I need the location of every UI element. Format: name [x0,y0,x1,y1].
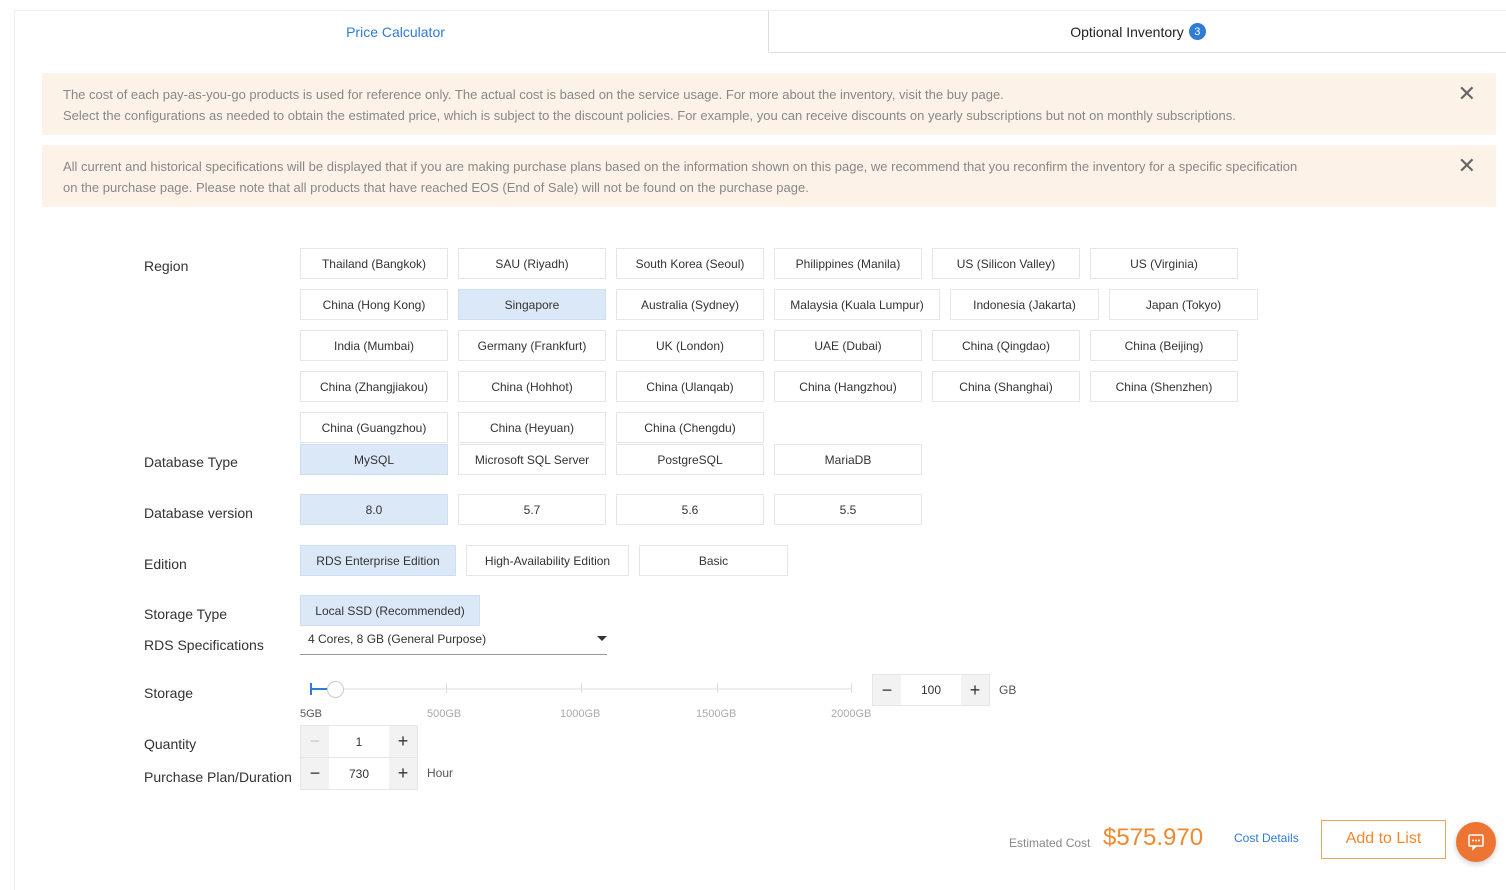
rds-spec-select[interactable] [300,628,607,655]
pricing-notice [42,73,1496,135]
db-version-label: Database version [144,505,253,521]
region-option[interactable]: SAU (Riyadh) [458,248,606,279]
region-option[interactable]: China (Hangzhou) [774,371,922,402]
storage-local-ssd[interactable]: Local SSD (Recommended) [300,595,480,626]
region-option[interactable]: Singapore [458,289,606,320]
region-option[interactable]: China (Shenzhen) [1090,371,1238,402]
region-option[interactable]: Germany (Frankfurt) [458,330,606,361]
version-5-5[interactable]: 5.5 [774,494,922,525]
region-label: Region [144,258,189,274]
purchase-plan-label: Purchase Plan/Duration [144,769,292,785]
notice-text: on the purchase page. Please note that all products that have reached EOS (End of Sale) will not be found on the purchase page. [63,180,809,195]
tab-label: Optional Inventory [1070,23,1184,40]
edition-high-availability[interactable]: High-Availability Edition [466,545,629,576]
chat-icon [1467,833,1485,851]
version-5-6[interactable]: 5.6 [616,494,764,525]
estimated-cost-label: Estimated Cost [1009,836,1091,850]
db-version-options [300,494,922,525]
storage-stepper [872,674,990,706]
tick-label: 1000GB [560,708,601,720]
tick-label: 5GB [300,708,323,720]
plus-icon[interactable]: + [961,675,989,705]
region-row [300,289,1258,320]
duration-stepper [300,757,418,790]
cost-details-link[interactable]: Cost Details [1234,831,1299,845]
plus-icon[interactable]: + [389,758,417,789]
region-option[interactable]: China (Hohhot) [458,371,606,402]
region-option[interactable]: China (Ulanqab) [616,371,764,402]
region-option[interactable]: Thailand (Bangkok) [300,248,448,279]
region-row [300,412,764,443]
duration-input[interactable]: 730 [348,766,370,781]
duration-unit: Hour [427,766,454,780]
region-option[interactable]: UK (London) [616,330,764,361]
storage-input[interactable]: 100 [920,683,942,697]
caret-down-icon [597,636,607,641]
tick-label: 2000GB [831,708,872,720]
region-option[interactable]: India (Mumbai) [300,330,448,361]
version-8-0[interactable]: 8.0 [300,494,448,525]
slider-tick [851,683,852,693]
region-option[interactable]: US (Silicon Valley) [932,248,1080,279]
storage-type-label: Storage Type [144,606,228,622]
minus-icon[interactable]: − [301,726,329,757]
close-icon[interactable]: ✕ [1457,153,1476,178]
region-option[interactable]: Indonesia (Jakarta) [950,289,1099,320]
db-type-mariadb[interactable]: MariaDB [774,444,922,475]
storage-unit: GB [999,683,1017,697]
edition-enterprise[interactable]: RDS Enterprise Edition [300,545,456,576]
tab-label: Price Calculator [346,24,445,40]
edition-options [300,545,788,576]
notice-text: Select the configurations as needed to obtain the estimated price, which is subject to the discount policies. For example, you can receive discounts on yearly subscriptions but not on monthly subscriptions. [63,108,1236,123]
storage-label: Storage [144,685,194,701]
chat-button[interactable] [1456,822,1496,862]
tick-label: 500GB [427,708,462,720]
region-option[interactable]: China (Hong Kong) [300,289,448,320]
tab-price-calculator[interactable] [23,11,769,53]
close-icon[interactable]: ✕ [1457,81,1476,106]
region-option[interactable]: China (Guangzhou) [300,412,448,443]
estimated-price: $575.970 [1103,824,1204,851]
region-option[interactable]: China (Beijing) [1090,330,1238,361]
quantity-input[interactable]: 1 [355,734,363,749]
region-row [300,330,1238,361]
region-option[interactable]: Australia (Sydney) [616,289,764,320]
region-option[interactable]: UAE (Dubai) [774,330,922,361]
db-type-label: Database Type [144,454,238,470]
inventory-count-badge: 3 [1189,23,1206,40]
storage-slider-fill [310,688,328,690]
notice-text: The cost of each pay-as-you-go products is used for reference only. The actual cost is based on the service usage. For more about the inventory, visit the buy page. [63,87,1004,102]
db-type-postgresql[interactable]: PostgreSQL [616,444,764,475]
add-to-list-button[interactable]: Add to List [1321,820,1446,859]
tab-optional-inventory[interactable] [770,11,1506,53]
region-row [300,371,1238,402]
region-option[interactable]: Japan (Tokyo) [1109,289,1258,320]
version-5-7[interactable]: 5.7 [458,494,606,525]
slider-tick [446,683,447,693]
quantity-label: Quantity [144,736,197,752]
rds-spec-label: RDS Specifications [144,637,264,653]
region-option[interactable]: South Korea (Seoul) [616,248,764,279]
region-option[interactable]: Philippines (Manila) [774,248,922,279]
minus-icon[interactable]: − [873,675,901,705]
region-option[interactable]: US (Virginia) [1090,248,1238,279]
edition-label: Edition [144,556,187,572]
region-option[interactable]: China (Heyuan) [458,412,606,443]
rds-spec-value: 4 Cores, 8 GB (General Purpose) [308,632,487,646]
storage-slider-handle[interactable] [327,681,344,698]
storage-type-options [300,595,480,626]
minus-icon[interactable]: − [301,758,329,789]
notice-text: All current and historical specifications will be displayed that if you are making purchase plans based on the information shown on this page, we recommend that you reconfirm the inventory for a specific specification [63,159,1298,174]
region-option[interactable]: China (Zhangjiakou) [300,371,448,402]
db-type-mysql[interactable]: MySQL [300,444,448,475]
region-option[interactable]: China (Qingdao) [932,330,1080,361]
region-option[interactable]: Malaysia (Kuala Lumpur) [774,289,940,320]
tick-label: 1500GB [696,708,737,720]
slider-tick [581,683,582,693]
region-option[interactable]: China (Shanghai) [932,371,1080,402]
quantity-stepper [300,725,418,758]
region-option[interactable]: China (Chengdu) [616,412,764,443]
edition-basic[interactable]: Basic [639,545,788,576]
db-type-sql-server[interactable]: Microsoft SQL Server [458,444,606,475]
specification-notice [42,145,1496,207]
db-type-options [300,444,922,475]
plus-icon[interactable]: + [389,726,417,757]
slider-tick [717,683,718,693]
region-row [300,248,1238,279]
